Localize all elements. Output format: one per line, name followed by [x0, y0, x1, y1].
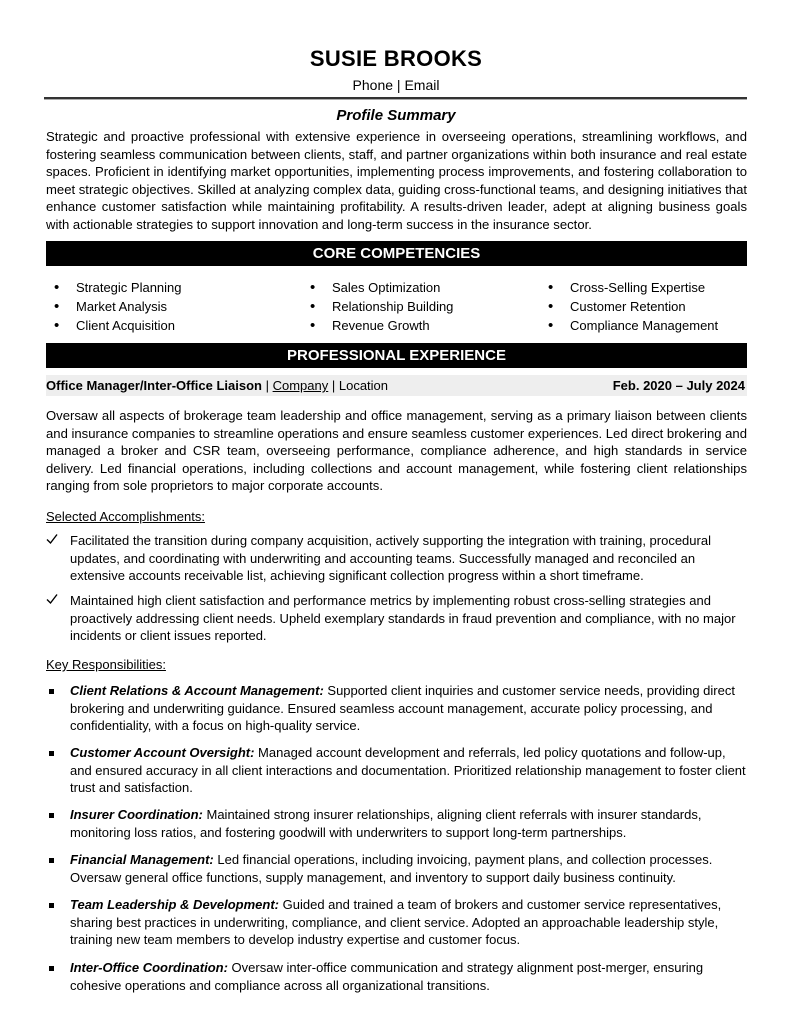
- accomplishment-item: [46, 532, 747, 585]
- responsibility-label: Client Relations & Account Management:: [70, 683, 324, 698]
- professional-experience-heading: PROFESSIONAL EXPERIENCE: [46, 343, 747, 368]
- responsibility-body: Supported client inquiries and customer service needs, providing direct brokering and underwriting guidance. Ensured seamless account management, accurate policy processing, and confidentiality, with a focus on high-quality service.: [70, 683, 735, 734]
- responsibility-label: Financial Management:: [70, 852, 214, 867]
- core-competencies-heading: CORE COMPETENCIES: [46, 241, 747, 266]
- competency-item: • Strategic Planning: [46, 278, 182, 297]
- responsibility-text: [70, 806, 747, 841]
- accomplishments-heading: Selected Accomplishments:: [46, 509, 205, 524]
- job-title: Office Manager/Inter-Office Liaison: [46, 378, 262, 393]
- competency-item: • Sales Optimization: [302, 278, 453, 297]
- profile-summary-text: Strategic and proactive professional with extensive experience in overseeing operations, streamlining workflows, and fostering seamless communication between clients, staff, and partner organizations within both insurance and real estate spaces. Proficient in identifying market opportunities, implementing process improvements, and fostering collaboration to meet strategic objectives. Skilled at analyzing complex data, guiding cross-functional teams, and designing initiatives that enhance customer satisfaction while maintaining profitability. A results-driven leader, adept at aligning business goals with actionable strategies to support innovation and long-term success in the insurance sector.: [46, 129, 747, 232]
- competency-item: • Relationship Building: [302, 297, 453, 316]
- responsibility-label: Team Leadership & Development:: [70, 897, 280, 912]
- responsibility-label: Insurer Coordination:: [70, 807, 203, 822]
- competency-column-3: [540, 278, 718, 335]
- responsibility-item: [46, 682, 747, 735]
- competency-item: • Customer Retention: [540, 297, 718, 316]
- square-bullet-icon: [49, 751, 54, 756]
- competency-item: • Client Acquisition: [46, 316, 182, 335]
- responsibility-item: [46, 744, 747, 797]
- responsibility-label: Inter-Office Coordination:: [70, 960, 228, 975]
- responsibility-label: Customer Account Oversight:: [70, 745, 255, 760]
- square-bullet-icon: [49, 689, 54, 694]
- competency-item: • Market Analysis: [46, 297, 182, 316]
- responsibility-text: [70, 744, 747, 797]
- contact-line: Phone | Email: [352, 77, 440, 93]
- responsibility-text: [70, 896, 747, 949]
- competency-item: • Revenue Growth: [302, 316, 453, 335]
- accomplishment-item: [46, 592, 747, 645]
- job-header-row: [46, 375, 747, 396]
- accomplishment-text: Facilitated the transition during company acquisition, actively supporting the integration with training, procedural updates, and coordinating with underwriting and accounting teams. Successfully managed and reconciled an extensive accounts receivable list, achieving significant collection progress within a short timeframe.: [70, 533, 711, 584]
- competency-item: • Compliance Management: [540, 316, 718, 335]
- responsibility-item: [46, 851, 747, 886]
- job-separator: |: [328, 378, 339, 393]
- job-company-link[interactable]: Company: [272, 378, 329, 393]
- square-bullet-icon: [49, 966, 54, 971]
- square-bullet-icon: [49, 858, 54, 863]
- competency-column-2: [302, 278, 453, 335]
- checkmark-icon: [46, 592, 64, 610]
- candidate-name: SUSIE BROOKS: [309, 46, 483, 71]
- responsibility-item: [46, 959, 747, 994]
- responsibility-body: Maintained strong insurer relationships, aligning client referrals with insurer standards, monitoring loss ratios, and fostering goodwill with underwriters to support long-term partnerships.: [70, 807, 702, 840]
- square-bullet-icon: [49, 813, 54, 818]
- responsibility-item: [46, 806, 747, 841]
- competency-item: • Cross-Selling Expertise: [540, 278, 718, 297]
- accomplishment-text: Maintained high client satisfaction and performance metrics by implementing robust cross-selling strategies and proactively addressing client needs. Upheld exemplary standards in fraud prevention and compliance, with no major incidents or client issues reported.: [70, 593, 736, 644]
- responsibility-body: Guided and trained a team of brokers and customer service representatives, sharing best practices in underwriting, compliance, and client service. Adopted an approachable leadership style, training new team members to develop industry expertise and customer focus.: [70, 897, 722, 948]
- responsibility-text: [70, 682, 747, 735]
- profile-summary-heading: Profile Summary: [336, 107, 456, 124]
- square-bullet-icon: [49, 903, 54, 908]
- responsibility-text: [70, 959, 747, 994]
- header-divider: [44, 97, 747, 100]
- job-dates: Feb. 2020 – July 2024: [612, 378, 745, 393]
- job-location: Location: [338, 378, 389, 393]
- responsibility-body: Oversaw inter-office communication and strategy alignment post-merger, ensuring cohesive operations and compliance across all organizational transitions.: [70, 960, 704, 993]
- responsibilities-heading: Key Responsibilities:: [46, 657, 166, 672]
- responsibility-body: Led financial operations, including invoicing, payment plans, and collection processes. Oversaw general office functions, supply management, and inventory to support daily business continuity.: [70, 852, 713, 885]
- job-description: Oversaw all aspects of brokerage team leadership and office management, serving as a primary liaison between clients and insurance companies to streamline operations and ensure seamless customer experiences. Led direct brokering and managed a broker and CSR team, overseeing performance, compliance adherence, and high standards in service delivery. Led financial operations, including collections and account management, while fostering client relationships ranging from sole proprietors to major corporate accounts.: [46, 408, 747, 494]
- responsibility-item: [46, 896, 747, 949]
- responsibility-text: [70, 851, 747, 886]
- checkmark-icon: [46, 532, 64, 550]
- competency-column-1: [46, 278, 182, 335]
- job-separator: |: [262, 378, 273, 393]
- responsibility-body: Managed account development and referrals, led policy quotations and follow-up, and ensured accuracy in all client interactions and documentation. Prioritized relationship management to foster client trust and satisfaction.: [70, 745, 746, 796]
